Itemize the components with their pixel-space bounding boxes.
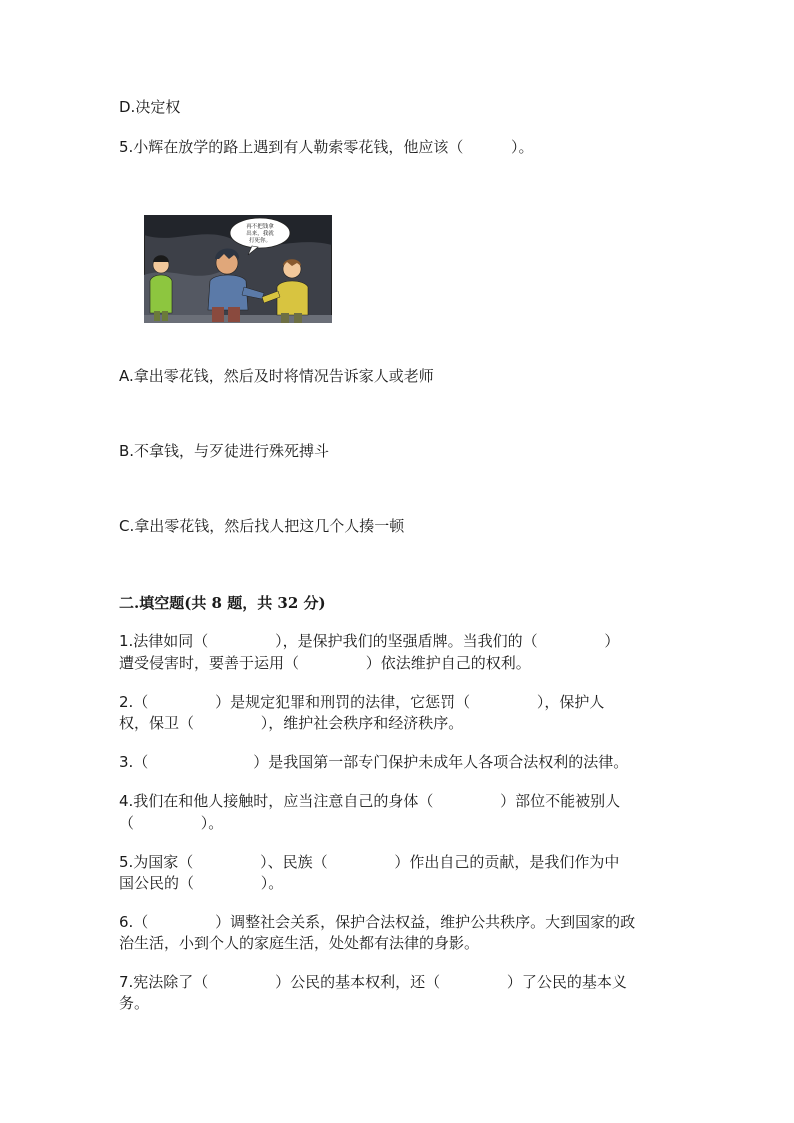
left-boy-figure	[150, 255, 172, 321]
option-a: A.拿出零花钱，然后及时将情况告诉家人或老师	[119, 367, 434, 385]
speech-line-1: 再不把钱拿	[246, 224, 274, 230]
fill-1-line-2: 遭受侵害时，要善于运用（ ）依法维护自己的权利。	[119, 654, 531, 672]
option-d: D.决定权	[119, 98, 181, 116]
option-b: B.不拿钱，与歹徒进行殊死搏斗	[119, 442, 330, 460]
fill-7-line-2: 务。	[119, 994, 150, 1012]
fill-6-line-1: 6.（ ）调整社会关系，保护合法权益，维护公共秩序。大到国家的政	[119, 913, 636, 931]
fill-5-line-1: 5.为国家（ ）、民族（ ）作出自己的贡献，是我们作为中	[119, 853, 620, 871]
fill-7-line-1: 7.宪法除了（ ）公民的基本权利，还（ ）了公民的基本义	[119, 973, 627, 991]
question-5: 5.小辉在放学的路上遇到有人勒索零花钱，他应该（ ）。	[119, 138, 534, 156]
extortion-illustration	[144, 215, 332, 323]
fill-2-line-1: 2.（ ）是规定犯罪和刑罚的法律，它惩罚（ ），保护人	[119, 693, 605, 711]
fill-5-line-2: 国公民的（ ）。	[119, 874, 284, 892]
fill-4-line-2: （ ）。	[119, 814, 224, 832]
speech-line-3: 打死你。	[248, 238, 272, 244]
fill-4-line-1: 4.我们在和他人接触时，应当注意自己的身体（ ）部位不能被别人	[119, 792, 621, 810]
fill-1-line-1: 1.法律如同（ ），是保护我们的坚强盾牌。当我们的（ ）	[119, 632, 620, 650]
fill-6-line-2: 治生活，小到个人的家庭生活，处处都有法律的身影。	[119, 934, 480, 952]
fill-2-line-2: 权，保卫（ ），维护社会秩序和经济秩序。	[119, 714, 464, 732]
fill-3: 3.（ ）是我国第一部专门保护未成年人各项合法权利的法律。	[119, 753, 629, 771]
section-heading: 二.填空题(共 8 题，共 32 分)	[119, 594, 326, 612]
option-c: C.拿出零花钱，然后找人把这几个人揍一顿	[119, 517, 405, 535]
speech-line-2: 出来，我就	[246, 231, 274, 237]
